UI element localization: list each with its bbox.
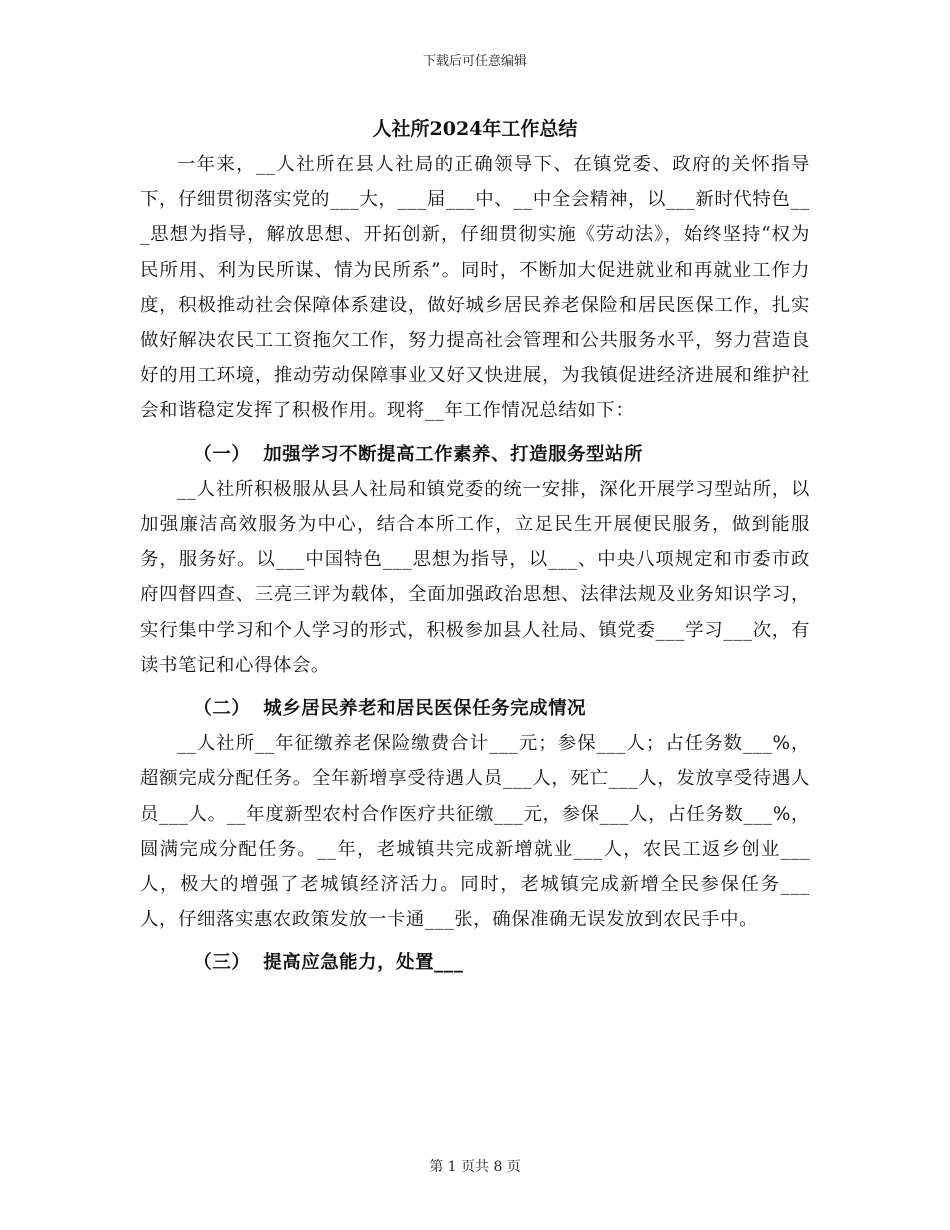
spacer <box>140 937 810 945</box>
page-footer: 第 1 页共 8 页 <box>429 1159 521 1175</box>
section-heading-3 <box>140 945 810 980</box>
section-heading-2 <box>140 691 810 726</box>
section-title: 加强学习不断提高工作素养、打造服务型站所 <box>263 443 644 465</box>
page-header-note: 下载后可任意编辑 <box>422 54 527 69</box>
intro-paragraph: 一年来，__人社所在县人社局的正确领导下、在镇党委、政府的关怀指导下，仔细贯彻落实党的___大，___届___中、__中全会精神，以___新时代特色___思想为指导，解放思想、开拓创新，仔细贯彻实施《劳动法》，始终坚持“权为民所用、利为民所谋、情为民所系”。同时，不断加大促进就业和再就业工作力度，积极推动社会保障体系建设，做好城乡居民养老保险和居民医保工作，扎实做好解决农民工工资拖欠工作，努力提高社会管理和公共服务水平，努力营造良好的用工环境，推动劳动保障事业又好又快进展，为我镇促进经济进展和维护社会和谐稳定发挥了积极作用。现将__年工作情况总结如下： <box>140 154 810 422</box>
section-number: （二） <box>193 698 251 720</box>
section-title: 城乡居民养老和居民医保任务完成情况 <box>263 698 587 720</box>
section-number: （一） <box>193 443 251 465</box>
document-title: 人社所2024年工作总结 <box>372 118 578 140</box>
section-paragraph-1: __人社所积极服从县人社局和镇党委的统一安排，深化开展学习型站所，以加强廉洁高效服务为中心，结合本所工作，立足民生开展便民服务，做到能服务，服务好。以___中国特色___思想为指导，以___、中央八项规定和市委市政府四督四查、三亮三评为载体，全面加强政治思想、法律法规及业务知识学习，实行集中学习和个人学习的形式，积极参加县人社局、镇党委___学习___次，有读书笔记和心得体会。 <box>140 478 810 676</box>
section-paragraph-2: __人社所__年征缴养老保险缴费合计___元；参保___人；占任务数___%，超额完成分配任务。全年新增享受待遇人员___人，死亡___人，发放享受待遇人员___人。__年度新型农村合作医疗共征缴___元，参保___人，占任务数___%，圆满完成分配任务。__年，老城镇共完成新增就业___人，农民工返乡创业___人，极大的增强了老城镇经济活力。同时，老城镇完成新增全民参保任务___人，仔细落实惠农政策发放一卡通___张，确保准确无误发放到农民手中。 <box>140 733 810 931</box>
section-title: 提高应急能力，处置___ <box>263 952 464 974</box>
spacer <box>140 683 810 691</box>
section-number: （三） <box>193 952 251 974</box>
spacer <box>140 429 810 437</box>
document-body <box>140 147 810 981</box>
section-heading-1 <box>140 437 810 472</box>
